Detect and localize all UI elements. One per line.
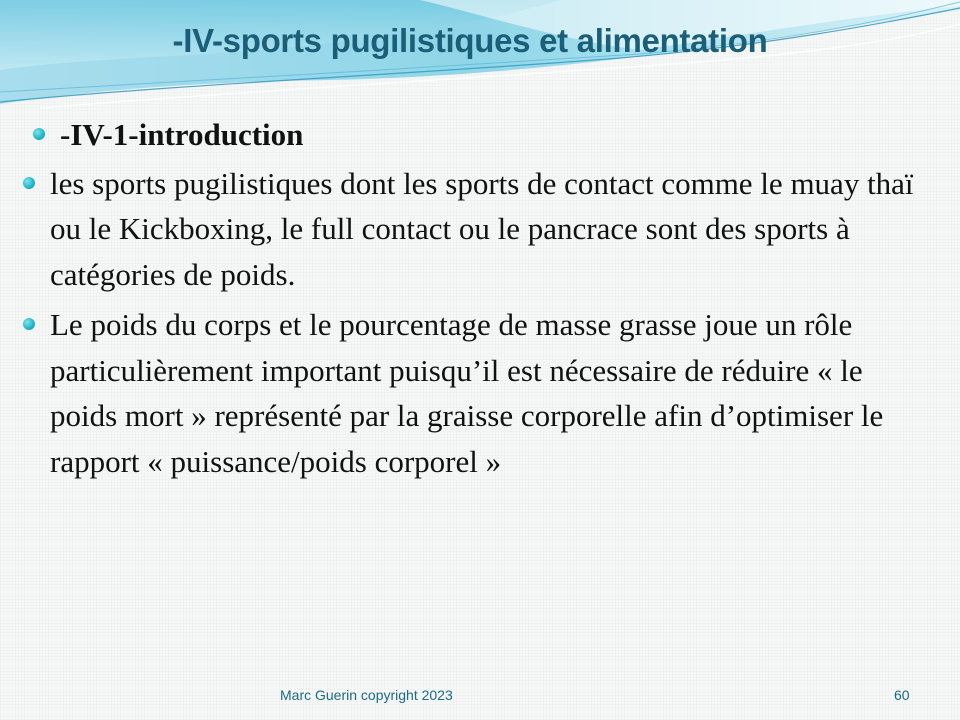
bullet-text: Le poids du corps et le pourcentage de masse grasse joue un rôle particulièrement important puisqu’il est nécessaire de réduire « le poids mort » représenté par la graisse corporelle afin d’optimiser le rapport « puissance/poids corporel » [50, 307, 884, 479]
bullet-dot-icon [23, 177, 35, 189]
bullet-item [32, 112, 932, 158]
footer-copyright: Marc Guerin copyright 2023 [280, 687, 453, 703]
header-wave-decoration [0, 0, 960, 130]
slide-number: 60 [894, 687, 910, 703]
bullet-text: les sports pugilistiques dont les sports de contact comme le muay thaï ou le Kickboxing, le full contact ou le pancrace sont des sports à catégories de poids. [50, 165, 914, 292]
bullet-item [22, 302, 932, 484]
slide-body [22, 112, 932, 484]
bullet-item [22, 161, 932, 298]
bullet-text: -IV-1-introduction [60, 117, 304, 152]
slide-title: -IV-sports pugilistiques et alimentation [172, 22, 768, 59]
bullet-dot-icon [23, 318, 35, 330]
bullet-dot-icon [33, 128, 45, 140]
